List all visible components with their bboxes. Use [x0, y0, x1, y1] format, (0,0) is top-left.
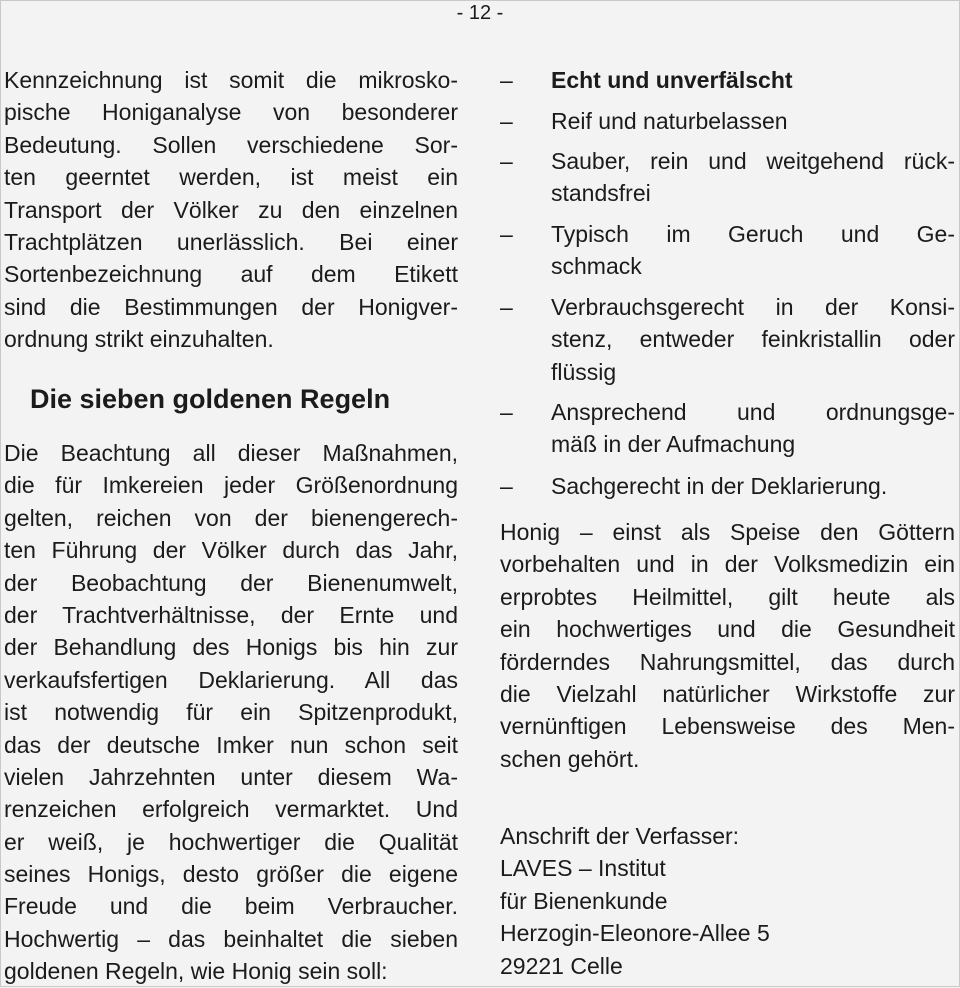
text-line: Sauber, rein und weitgehend rück- — [551, 148, 955, 174]
text-line: standsfrei — [551, 180, 651, 207]
text-line: Sortenbezeichnung auf dem Etikett — [4, 261, 458, 288]
rule-text — [551, 396, 955, 461]
text-line: ein hochwertiges und die Gesundheit — [500, 616, 955, 643]
text-line: der Behandlung des Honigs bis hin zur — [4, 634, 458, 661]
text-line: für Bienenkunde — [500, 887, 668, 914]
text-line: ten Führung der Völker durch das Jahr, — [4, 537, 458, 564]
text-line: Verbrauchsgerecht in der Konsi- — [551, 294, 955, 320]
text-line: Freude und die beim Verbraucher. — [4, 893, 458, 920]
text-line: ten geerntet werden, ist meist ein — [4, 164, 458, 191]
rule-text — [551, 105, 955, 137]
text-line: ist notwendig für ein Spitzenprodukt, — [4, 699, 458, 726]
text-line: die für Imkereien jeder Größenordnung — [4, 472, 458, 499]
text-line: ordnung strikt einzuhalten. — [4, 326, 274, 353]
text-line: Typisch im Geruch und Ge- — [551, 221, 955, 247]
text-line: Sachgerecht in der Deklarierung. — [551, 473, 888, 499]
text-line: Reif und naturbelassen — [551, 108, 788, 134]
text-line: Trachtplätzen unerlässlich. Bei einer — [4, 228, 458, 255]
author-address — [500, 820, 955, 982]
text-line: er weiß, je hochwertiger die Qualität — [4, 828, 458, 855]
text-line: 29221 Celle — [500, 952, 623, 979]
text-line: Ansprechend und ordnungsge- — [551, 399, 955, 425]
text-line: Anschrift der Verfasser: — [500, 823, 740, 849]
text-line: renzeichen erfolgreich vermarktet. Und — [4, 796, 458, 823]
text-line: Kennzeichnung ist somit die mikrosko- — [4, 67, 458, 93]
text-line: sind die Bestimmungen der Honigver- — [4, 293, 458, 320]
text-line: goldenen Regeln, wie Honig sein soll: — [4, 958, 388, 985]
text-line: Echt und unverfälscht — [551, 67, 793, 93]
dash-bullet: – — [500, 473, 513, 499]
text-line: schen gehört. — [500, 745, 640, 772]
text-line: Herzogin-Eleonore-Allee 5 — [500, 920, 770, 947]
text-line: stenz, entweder feinkristallin oder — [551, 326, 955, 353]
text-line: Die Beachtung all dieser Maßnahmen, — [4, 440, 458, 466]
text-line: die Vielzahl natürlicher Wirkstoffe zur — [500, 680, 955, 707]
paragraph-rules-intro — [4, 437, 458, 988]
text-line: förderndes Nahrungsmittel, das durch — [500, 648, 955, 675]
text-line: Bedeutung. Sollen verschiedene Sor- — [4, 131, 458, 158]
rule-text — [551, 145, 955, 210]
text-line: erprobtes Heilmittel, gilt heute als — [500, 583, 955, 610]
dash-bullet: – — [500, 108, 513, 134]
text-line: schmack — [551, 253, 642, 280]
text-line: der Trachtverhältnisse, der Ernte und — [4, 601, 458, 628]
dash-bullet: – — [500, 294, 513, 320]
text-line: LAVES – Institut — [500, 855, 666, 882]
text-line: das der deutsche Imker nun schon seit — [4, 731, 458, 758]
text-line: der Beobachtung der Bienenumwelt, — [4, 569, 458, 596]
dash-bullet: – — [500, 148, 513, 174]
rule-text — [551, 218, 955, 283]
text-line: mäß in der Aufmachung — [551, 431, 796, 458]
paragraph-honey — [500, 516, 955, 775]
paragraph-intro — [4, 64, 458, 356]
section-heading: Die sieben goldenen Regeln — [30, 384, 391, 414]
dash-bullet: – — [500, 399, 513, 425]
text-line: seines Honigs, desto größer die eigene — [4, 861, 458, 888]
text-line: Honig – einst als Speise den Göttern — [500, 519, 955, 545]
rule-text — [551, 64, 955, 96]
text-line: flüssig — [551, 358, 617, 385]
text-line: vernünftigen Lebensweise des Men- — [500, 713, 955, 740]
text-line: vorbehalten und in der Volksmedizin ein — [500, 551, 955, 578]
rule-text — [551, 291, 955, 388]
rule-text — [551, 470, 955, 502]
page-number: - 12 - — [456, 2, 504, 24]
text-line: Hochwertig – das beinhaltet die sieben — [4, 925, 458, 952]
text-line: verkaufsfertigen Deklarierung. All das — [4, 666, 458, 693]
dash-bullet: – — [500, 67, 513, 93]
text-line: vielen Jahrzehnten unter diesem Wa- — [4, 763, 458, 790]
text-line: gelten, reichen von der bienengerech- — [4, 504, 458, 531]
text-line: Transport der Völker zu den einzelnen — [4, 196, 458, 223]
dash-bullet: – — [500, 221, 513, 247]
text-line: pische Honiganalyse von besonderer — [4, 99, 458, 126]
